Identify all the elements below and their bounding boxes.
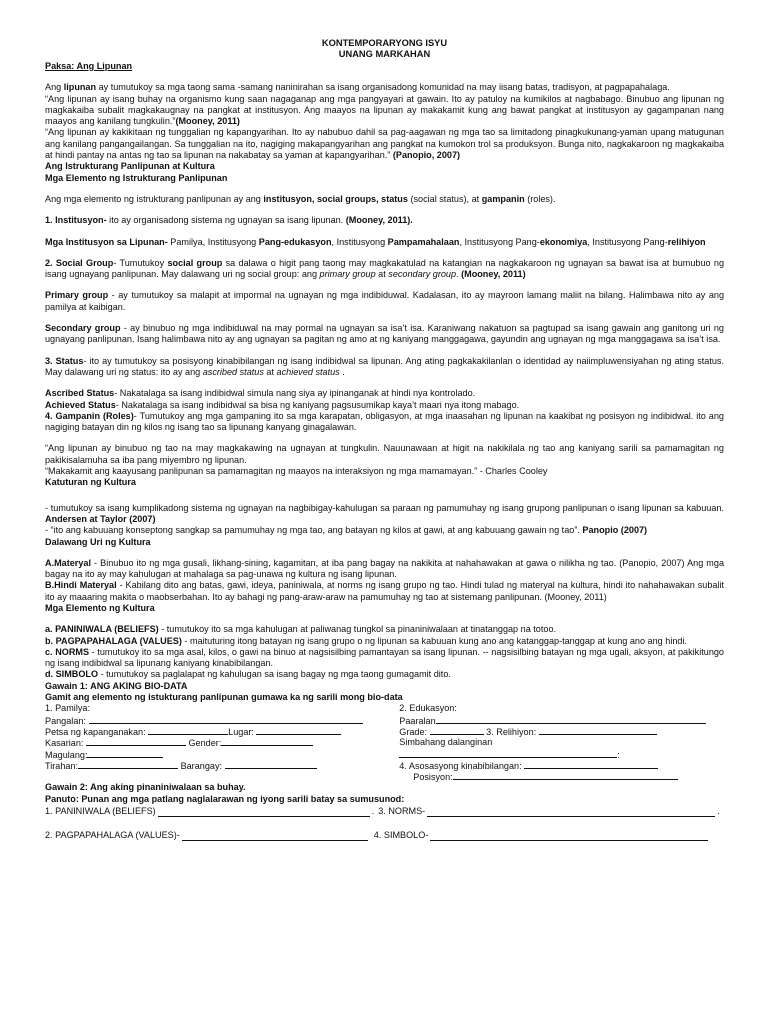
tirahan-label: Tirahan: <box>45 760 79 771</box>
institusyon-item: 1. Institusyon- ito ay organisadong sistema ng ugnayan sa isang lipunan. (Mooney, 2011). <box>45 215 413 226</box>
kasarian-label: Kasarian: <box>45 738 84 749</box>
lugar-blank[interactable] <box>256 726 341 735</box>
document-subtitle: UNANG MARKAHAN <box>338 49 431 59</box>
simbolo-blank[interactable] <box>430 832 708 841</box>
materyal-item: A.Materyal - Binubuo ito ng mga gusali, likhang-sining, kagamitan, at iba pang bagay na nakikita at nahahawakan at gawa o nilikha ng tao. (Panopio, 2007) Ang mga bagay na ito ay may kahulugan at mahalaga sa pag-unawa ng kultura ng isang lipunan. <box>45 557 724 580</box>
topic-heading: Paksa: Ang Lipunan <box>45 61 133 71</box>
gender-label: Gender: <box>188 738 222 749</box>
norms-item: c. NORMS - tumutukoy ito sa mga asal, kilos, o gawi na binuo at nagsisilbing pamantayan sa isang lipunan. -- nagsisilbing batayan ng mga ugali, aksyon, at pakikitungo ng isang indibidwal sa lipunang kaniyang kinabibilangan. <box>45 646 724 669</box>
gawain2-instruction: Panuto: Punan ang mga patlang naglalarawan ng iyong sarili batay sa sumusunod: <box>45 793 405 804</box>
simbahang-colon: : <box>617 749 620 760</box>
biodata-form <box>45 703 724 782</box>
uri-kultura-heading: Dalawang Uri ng Kultura <box>45 536 151 547</box>
paniniwala-label: 1. PANINIWALA (BELIEFS) <box>45 805 156 816</box>
pagpapahalaga-blank[interactable] <box>182 832 368 841</box>
norms-blank[interactable] <box>427 808 715 817</box>
pagpapahalaga-item: b. PAGPAPAHALAGA (VALUES) - maituturing itong batayan ng isang grupo o ng lipunan sa kabuuan kung ano ang katanggap-tanggap at kung ano ang hindi. <box>45 635 687 646</box>
posisyon-label: Posisyon: <box>413 772 453 783</box>
grade-blank[interactable] <box>430 726 484 735</box>
status-item: 3. Status- ito ay tumutukoy sa posisyong kinabibilangan ng isang indibidwal sa lipunan. Ang ating pagkakakilanlan o identidad ay naiimpluwensiyahan ng ating status. May dalawang uri ng status: ito ay ang ascribed status at achieved status . <box>45 355 725 377</box>
edukasyon-label: 2. Edukasyon: <box>399 703 457 714</box>
gawain1-instruction: Gamit ang elemento ng istukturang panlipunan gumawa ka ng sarili mong bio-data <box>45 692 403 703</box>
social-group-item: 2. Social Group- Tumutukoy social group sa dalawa o higit pang taong may magkakatulad na katangian na nagkakaroon ng ugnayan sa bawat isa at bumubuo ng isang ugnayang panlipunan. May dalawang uri ng social group: ang primary group at secondary group. (Mooney, 2011) <box>45 257 724 280</box>
asosasyon-label: 4. Asosasyong kinabibilangan: <box>399 760 522 771</box>
paaralan-blank[interactable] <box>436 715 706 724</box>
simbahang-blank[interactable] <box>399 749 617 758</box>
lipunan-definition: Ang lipunan ay tumutukoy sa mga taong sama -samang naninirahan sa isang organisadong komunidad na may iisang batas, tradisyon, at pagpapahalaga. <box>45 82 670 93</box>
kultura-heading: Katuturan ng Kultura <box>45 477 136 488</box>
paniniwala-blank[interactable] <box>158 808 370 817</box>
lugar-label: Lugar: <box>228 726 254 737</box>
elemento-kultura-heading: Mga Elemento ng Kultura <box>45 602 155 613</box>
lipunan-quote-mooney: “Ang lipunan ay isang buhay na organismo kung saan nagaganap ang mga pangyayari at gawain. Ito ay patuloy na kumikilos at nagbabago. Binubuo ang lipunan ng magkakaiba subalit magkakaugnay na pangkat at institusyon. Ang maayos na lipunan ay makakamit kung ang bawat pangkat at institusyon ay gagampanan nang maayos ang kanilang tungkulin.”(Mooney, 2011) <box>45 93 724 127</box>
pamilya-label: 1. Pamilya: <box>45 703 90 714</box>
lipunan-quote-panopio: “Ang lipunan ay kakikitaan ng tunggalian ng kapangyarihan. Ito ay nabubuo dahil sa pag-aagawan ng mga tao sa limitadong pinagkukunang-yaman upang matugunan ang kanilang pangangailangan. Sa tunggalian na ito, nagiging makapangyarihan ang pangkat na kumokon trol sa produksyon. Bunga nito, nagkakaroon ng magkakaiba at hindi pantay na antas ng tao sa lipunan na nakabatay sa yaman at kapangyarihan.” (Panopio, 2007) <box>45 127 724 161</box>
elemento-intro: Ang mga elemento ng istrukturang panlipunan ay ang institusyon, social groups, status (social status), at gampanin (roles). <box>45 193 556 204</box>
paaralan-label: Paaralan <box>399 715 436 726</box>
gawain2-row-1 <box>45 805 724 817</box>
mga-institusyon-item: Mga Institusyon sa Lipunan- Pamilya, Institusyong Pang-edukasyon, Institusyong Pampamahalaan, Institusyong Pang-ekonomiya, Institusyong Pang-relihiyon <box>45 236 706 247</box>
norms-period: . <box>717 805 720 816</box>
document-title: KONTEMPORARYONG ISYU <box>321 38 448 48</box>
relihiyon-label: 3. Relihiyon: <box>486 726 537 737</box>
asosasyon-blank[interactable] <box>524 760 658 769</box>
petsa-blank[interactable] <box>148 726 228 735</box>
simbolo-label: 4. SIMBOLO- <box>373 829 429 840</box>
barangay-blank[interactable] <box>225 760 317 769</box>
gawain2-row-2 <box>45 817 724 841</box>
paniniwala-item: a. PANINIWALA (BELIEFS) - tumutukoy ito sa mga kahulugan at paliwanag tungkol sa pinaniniwalaan at tinatanggap na totoo. <box>45 624 557 635</box>
kasarian-blank[interactable] <box>86 737 186 746</box>
pangalan-blank[interactable] <box>89 715 363 724</box>
simbahang-label: Simbahang dalanginan <box>399 737 493 748</box>
secondary-group-item: Secondary group - ay binubuo ng mga indibiduwal na may pormal na ugnayan sa isa’t isa. Karaniwang nakatuon sa pagtupad sa isang gawain ang ganitong uri ng ugnayang panlipunan. Isang halimbawa nito ay ang ugnayan sa pagitan ng amo at ng kaniyang manggagawa, gayundin ang ugnayan ng mga manggagawa sa isa’t isa. <box>45 323 724 345</box>
gawain2-title: Gawain 2: Ang aking pinaniniwalaan sa buhay. <box>45 782 246 793</box>
kultura-definition-1: - tumutukoy sa isang kumplikadong sistema ng ugnayan na nagbibigay-kahulugan sa paraan ng pamumuhay ng isang grupong panlipunan o isang lipunan sa kabuuan. Andersen at Taylor (2007) <box>45 502 724 524</box>
pagpapahalaga-label: 2. PAGPAPAHALAGA (VALUES)- <box>45 829 180 840</box>
hindi-materyal-item: B.Hindi Materyal - Kabilang dito ang batas, gawi, ideya, paniniwala, at norms ng isang grupo ng tao. Hindi tulad ng materyal na kultura, hindi ito nahahawakan subalit ito ay maaaring makita o maobserbahan. Ito ay bahagi ng pang-araw-araw na pamumuhay ng tao at sistemang panlipunan. (Mooney, 2011) <box>45 580 724 602</box>
primary-group-item: Primary group - ay tumutukoy sa malapit at impormal na ugnayan ng mga indibiduwal. Kadalasan, ito ay mayroon lamang maliit na bilang. Halimbawa nito ay ang pamilya at kaibigan. <box>45 290 725 312</box>
achieved-status-item: Achieved Status- Nakatalaga sa isang indibidwal sa bisa ng kaniyang pagsusumikap kaya’t maari nya itong mabago. <box>45 399 520 410</box>
barangay-label: Barangay: <box>180 760 223 771</box>
cooley-quote-1: “Ang lipunan ay binubuo ng tao na may magkakawing na ugnayan at tungkulin. Nauunawaan at higit na nakikilala ng tao ang kaniyang sarili sa pamamagitan ng pakikisalamuha sa iba pang miyembro ng lipunan. <box>45 443 724 465</box>
grade-label: Grade: <box>399 726 428 737</box>
elemento-heading: Mga Elemento ng Istrukturang Panlipunan <box>45 172 228 183</box>
magulang-label: Magulang: <box>45 749 88 760</box>
ascribed-status-item: Ascribed Status- Nakatalaga sa isang indibidwal simula nang siya ay ipinanganak at hindi nya kontrolado. <box>45 388 476 399</box>
petsa-label: Petsa ng kapanganakan: <box>45 726 146 737</box>
tirahan-blank[interactable] <box>78 760 178 769</box>
gawain1-title: Gawain 1: ANG AKING BIO-DATA <box>45 680 188 691</box>
istruktura-heading: Ang Istrukturang Panlipunan at Kultura <box>45 161 215 172</box>
gender-blank[interactable] <box>221 737 313 746</box>
kultura-definition-2: - “ito ang kabuuang konseptong sangkap sa pamumuhay ng mga tao, ang batayan ng kilos at gawi, at ang kabuuang gawain ng tao”. Panopio (2007) <box>45 525 648 536</box>
posisyon-blank[interactable] <box>453 771 678 780</box>
norms-label: 3. NORMS- <box>378 805 426 816</box>
simbolo-item: d. SIMBOLO - tumutukoy sa paglalapat ng kahulugan sa isang bagay ng mga taong gumagamit dito. <box>45 669 451 680</box>
cooley-quote-2: “Makakamit ang kaayusang panlipunan sa pamamagitan ng maayos na interaksiyon ng mga mamamayan.” - Charles Cooley <box>45 466 548 477</box>
magulang-blank[interactable] <box>87 749 163 758</box>
relihiyon-blank[interactable] <box>539 726 657 735</box>
pangalan-label: Pangalan: <box>45 715 86 726</box>
gampanin-item: 4. Gampanin (Roles)- Tumutukoy ang mga gampaning ito sa mga karapatan, obligasyon, at mga inaasahan ng lipunan na kaakibat ng posisyon ng indibidwal. ito ang nagiging batayan din ng kilos ng isang tao sa lipunang kanyang ginagalawan. <box>45 410 724 433</box>
paniniwala-period: . <box>371 805 375 816</box>
